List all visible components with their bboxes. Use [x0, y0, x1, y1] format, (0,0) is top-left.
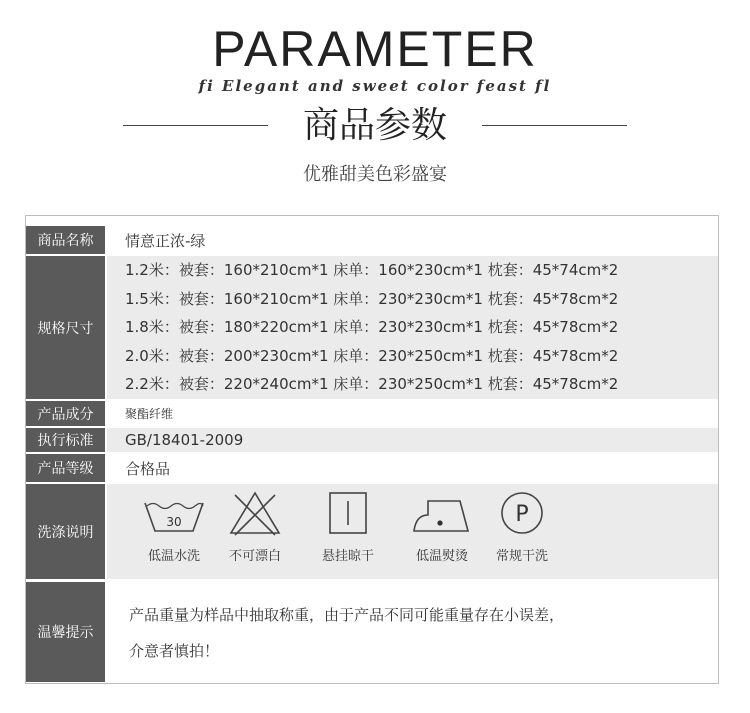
- value-material: 聚酯纤维: [107, 401, 718, 426]
- row-standard: [26, 428, 718, 452]
- row-notice: [26, 582, 718, 682]
- hang-dry-icon: [324, 489, 372, 537]
- size-line: 2.2米：被套：220*240cm*1 床单：230*250cm*1 枕套：45*78cm*2: [125, 375, 619, 394]
- value-grade: 合格品: [107, 454, 718, 482]
- size-line: 1.5米：被套：160*210cm*1 床单：230*230cm*1 枕套：45*78cm*2: [125, 289, 619, 308]
- label-product-name: 商品名称: [26, 226, 105, 254]
- low-temp-wash-icon: [139, 493, 209, 537]
- care-icons: [107, 484, 718, 579]
- label-standard: 执行标准: [26, 428, 105, 452]
- label-size: 规格尺寸: [26, 256, 105, 399]
- care-item-dry-clean: [477, 489, 567, 564]
- row-care: [26, 484, 718, 579]
- page-title-cn: 商品参数: [302, 105, 447, 146]
- label-care: 洗涤说明: [26, 484, 105, 579]
- care-label: 悬挂晾干: [321, 549, 374, 564]
- row-grade: [26, 454, 718, 482]
- care-item-low-temp-wash: [129, 493, 219, 564]
- page-subtitle-cn: 优雅甜美色彩盛宴: [303, 164, 447, 185]
- title-divider-right: [482, 125, 627, 126]
- row-material: [26, 401, 718, 426]
- wash-temp: 30: [166, 515, 182, 529]
- label-notice: 温馨提示: [26, 582, 105, 682]
- size-line: 1.2米：被套：160*210cm*1 床单：160*230cm*1 枕套：45*74cm*2: [125, 261, 619, 279]
- care-label: 常规干洗: [495, 549, 548, 564]
- row-size: [26, 256, 718, 399]
- header: [0, 0, 750, 200]
- dry-clean-symbol: P: [515, 502, 529, 527]
- notice-line: 产品重量为样品中抽取称重，由于产品不同可能重量存在小误差，: [129, 606, 565, 624]
- parameter-table: [25, 215, 719, 684]
- size-line: 1.8米：被套：180*220cm*1 床单：230*230cm*1 枕套：45*78cm*2: [125, 318, 619, 337]
- row-product-name: [26, 226, 718, 254]
- care-item-no-bleach: [210, 489, 300, 564]
- notice-text: [107, 582, 718, 682]
- care-item-hang-dry: [303, 489, 393, 564]
- care-label: 低温水洗: [147, 549, 200, 564]
- size-line: 2.0米：被套：200*230cm*1 床单：230*250cm*1 枕套：45*78cm*2: [125, 346, 619, 365]
- size-list: [107, 256, 718, 399]
- label-grade: 产品等级: [26, 454, 105, 482]
- care-label: 低温熨烫: [415, 549, 468, 564]
- no-bleach-icon: [227, 489, 283, 537]
- value-product-name: 情意正浓-绿: [107, 226, 718, 254]
- care-label: 不可漂白: [228, 549, 281, 564]
- care-item-low-temp-iron: [397, 493, 487, 564]
- page-title-en: PARAMETER: [212, 21, 538, 77]
- dry-clean-icon: [498, 489, 546, 537]
- page-subtitle-en: fi Elegant and sweet color feast fl: [198, 77, 552, 95]
- notice-line: 介意者慎拍！: [129, 642, 220, 660]
- label-material: 产品成分: [26, 401, 105, 426]
- value-standard: GB/18401-2009: [107, 428, 718, 452]
- low-temp-iron-icon: [410, 493, 474, 537]
